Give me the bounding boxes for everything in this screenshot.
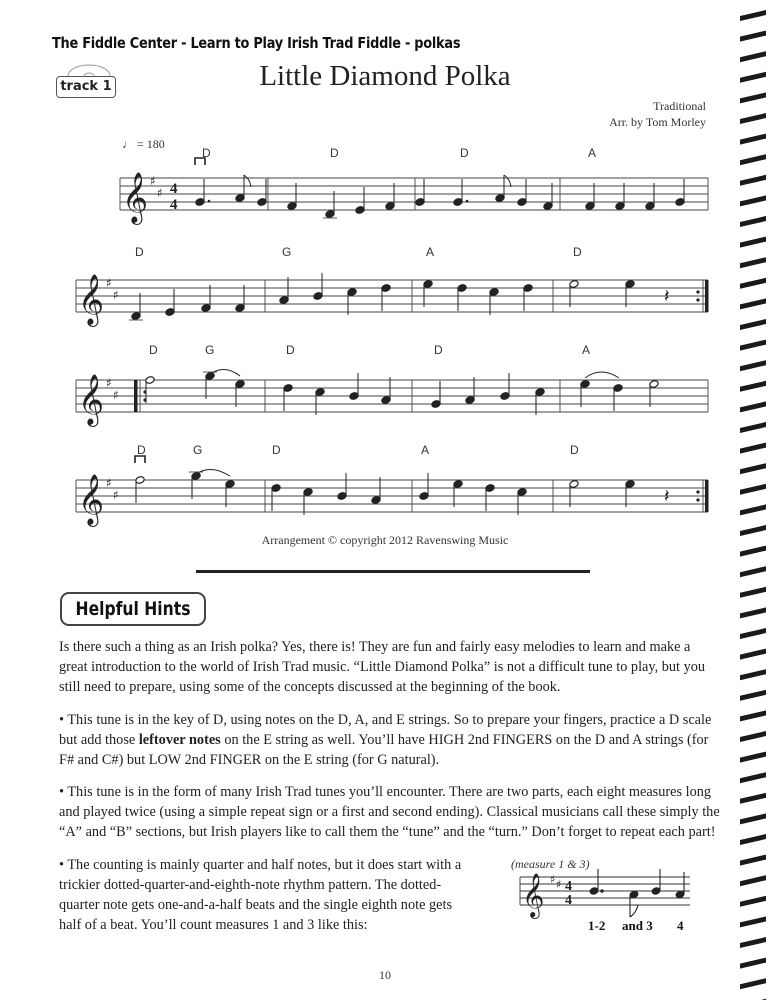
repeat-barline [705, 280, 709, 312]
time-signature-bottom: 4 [170, 197, 178, 213]
chord-symbol: G [193, 443, 203, 457]
sharp-icon: ♯ [106, 476, 112, 490]
svg-text:♯: ♯ [550, 873, 556, 886]
chord-symbol: D [135, 245, 144, 259]
down-bow-icon [135, 456, 145, 463]
staff-system [76, 343, 708, 427]
copyright-notice: Arrangement © copyright 2012 Ravenswing Music [261, 533, 509, 547]
spiral-binding [736, 0, 770, 1000]
hint-paragraph-form: • This tune is in the form of many Irish Trad tunes you’ll encounter. There are two parts, each eight measures long and played twice (using a simple repeat sign or a first and second ending). Classical musicians call these simply the “A” and “B” sections, but Irish players like to call them the “tune” and the “turn.” Don’t forget to repeat each part! [59, 784, 720, 840]
tune-title: Little Diamond Polka [259, 60, 511, 92]
sharp-icon: ♯ [150, 174, 156, 188]
treble-clef-icon: 𝄞 [122, 172, 149, 223]
chord-symbol: D [434, 343, 443, 357]
tune-arranger: Arr. by Tom Morley [609, 115, 706, 129]
staff-system [76, 443, 709, 527]
count-label: 1-2 [588, 918, 606, 933]
track-label: track 1 [56, 76, 116, 98]
sharp-icon: ♯ [106, 376, 112, 390]
sharp-icon: ♯ [113, 388, 119, 402]
section-divider [196, 570, 590, 573]
svg-text:4: 4 [565, 879, 572, 894]
chord-symbol: D [137, 443, 146, 457]
chord-symbol: A [421, 443, 430, 457]
chord-symbol: D [330, 146, 339, 160]
slur [196, 469, 230, 476]
repeat-barline [705, 480, 709, 512]
quarter-rest-icon: 𝄽 [664, 286, 670, 307]
chord-symbol: D [149, 343, 158, 357]
treble-clef-icon: 𝄞 [78, 274, 105, 325]
quarter-note-icon: ♩ [122, 137, 134, 151]
repeat-barline [134, 380, 138, 412]
chord-symbol: G [282, 245, 292, 259]
hint-paragraph-counting: • The counting is mainly quarter and half notes, but it does start with a trickier dotted-quarter-and-eighth-note rhythm pattern. The dotted-quarter note gets one-and-a-half beats and the single eighth note gets half of a beat. You’ll count measures 1 and 3 like this: [59, 857, 462, 933]
chord-symbol: D [286, 343, 295, 357]
tune-origin: Traditional [653, 99, 706, 113]
page-number: 10 [379, 968, 391, 982]
quarter-rest-icon: 𝄽 [664, 486, 670, 507]
sharp-icon: ♯ [113, 488, 119, 502]
chord-symbol: A [588, 146, 597, 160]
tempo-marking: ♩ = 180 [122, 137, 165, 151]
chord-symbol: D [570, 443, 579, 457]
example-caption: (measure 1 & 3) [511, 857, 590, 871]
chord-symbol: A [426, 245, 435, 259]
svg-text:♯: ♯ [556, 878, 562, 891]
sharp-icon: ♯ [157, 186, 163, 200]
time-signature-top: 4 [170, 181, 178, 197]
treble-clef-icon: 𝄞 [78, 474, 105, 525]
series-title: The Fiddle Center - Learn to Play Irish Trad Fiddle - polkas [52, 34, 461, 52]
treble-clef-icon: 𝄞 [78, 374, 105, 425]
helpful-hints-heading: Helpful Hints [60, 592, 206, 626]
slur [585, 372, 619, 378]
chord-symbol: G [205, 343, 215, 357]
chord-symbol: D [272, 443, 281, 457]
count-label: 4 [677, 918, 684, 933]
chord-symbol: A [582, 343, 591, 357]
staff-system [120, 146, 708, 225]
chord-symbol: D [573, 245, 582, 259]
chord-symbol: D [202, 146, 211, 160]
sharp-icon: ♯ [106, 276, 112, 290]
count-label: and 3 [622, 918, 653, 933]
sharp-icon: ♯ [113, 288, 119, 302]
chord-symbol: D [460, 146, 469, 160]
svg-text:4: 4 [565, 893, 572, 908]
staff-system [76, 245, 709, 327]
hint-paragraph-key: • This tune is in the key of D, using notes on the D, A, and E strings. So to prepare your fingers, practice a D scale but add those leftover notes on the E string as well. You’ll have HIGH 2nd FINGERS on the D and A strings (for F# and C#) but LOW 2nd FINGER on the E string (for G natural). [59, 712, 712, 768]
hint-paragraph-intro: Is there such a thing as an Irish polka? Yes, there is! They are fun and fairly easy melodies to learn and make a great introduction to the world of Irish Trad music. “Little Diamond Polka” is not a difficult tune to play, but you still need to prepare, using some of the concepts discussed at the beginning of the book. [59, 639, 706, 695]
svg-text:𝄞: 𝄞 [522, 873, 545, 917]
